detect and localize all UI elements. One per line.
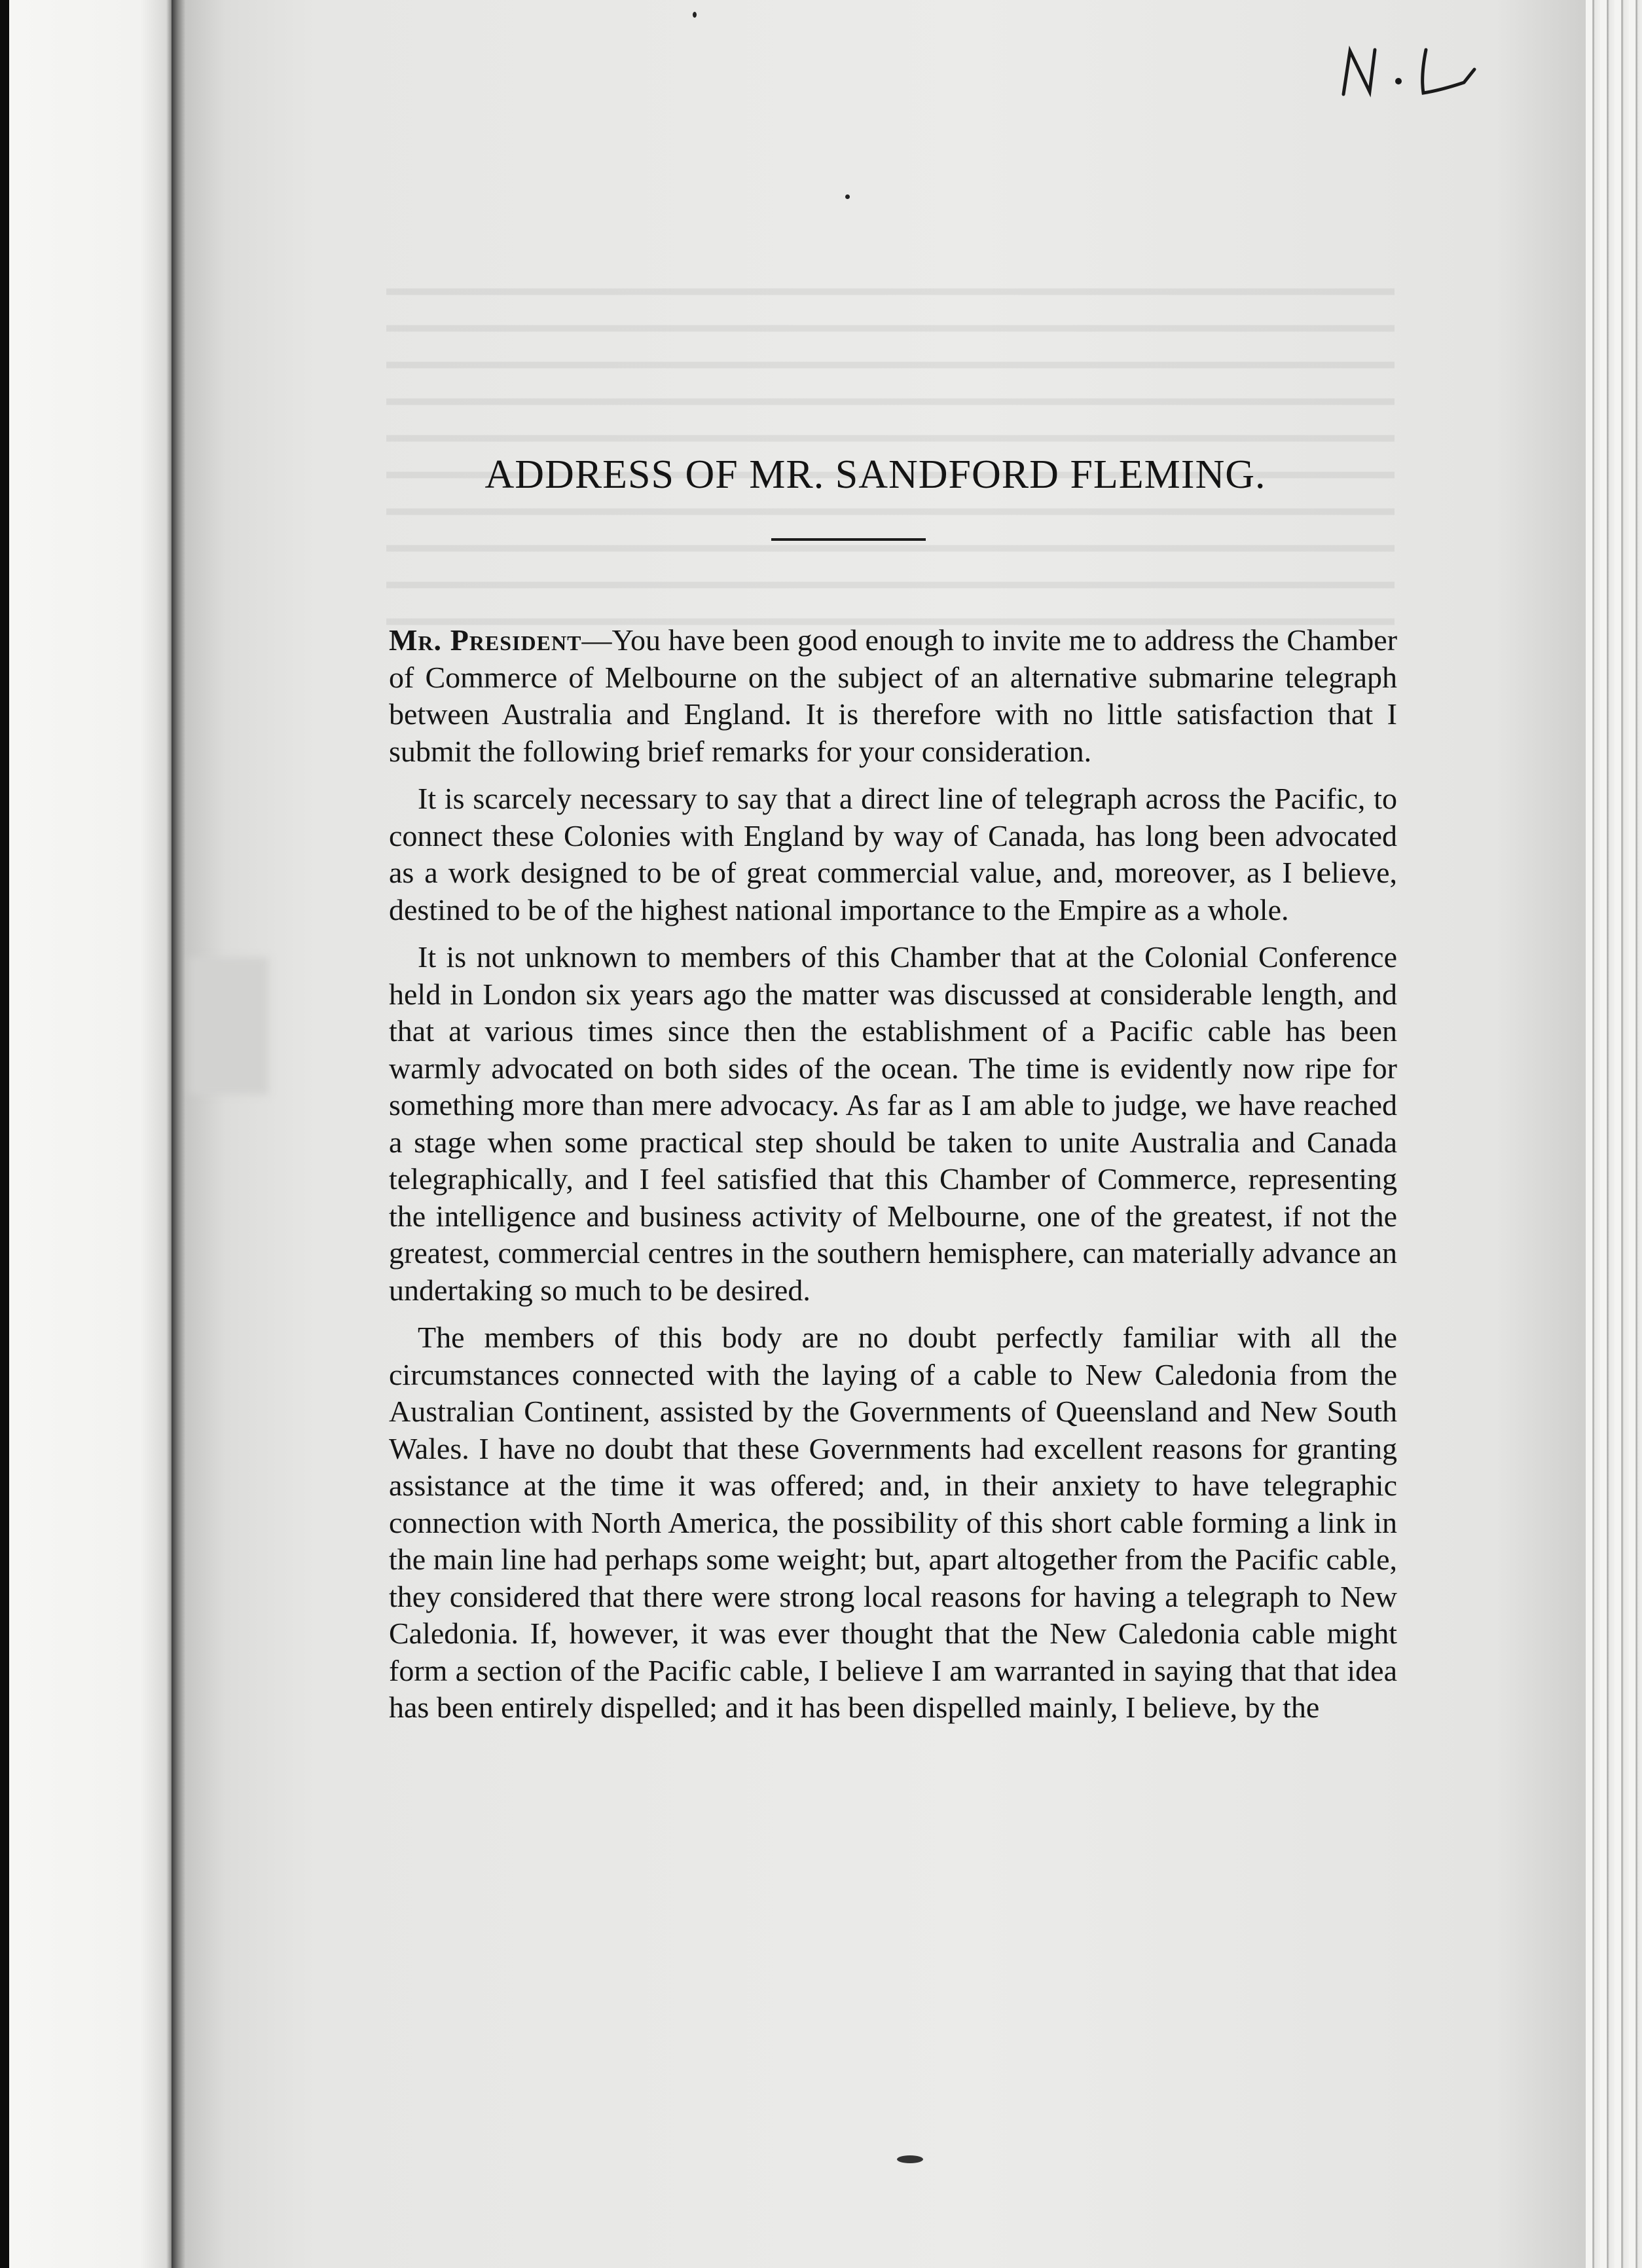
paragraph-text: —You have been good enough to invite me to address the Chamber of Commerce of Melbourne on the subject of an alternative submarine telegraph between Australia and England. It is therefore with no little satisfaction that I submit the following brief remarks for your consideration. — [389, 623, 1398, 768]
paragraph — [389, 622, 1397, 770]
paragraph: It is scarcely necessary to say that a direct line of telegraph across the Pacific, to connect these Colonies with England by way of Canada, has long been advocated as a work designed to be of great commercial value, and, moreover, as I believe, destined to be of the highest national importance to the Empire as a whole. — [389, 782, 1397, 926]
salutation: Mr. President — [389, 623, 582, 657]
facing-blank-page — [9, 0, 173, 2268]
page-stack-edge — [1586, 0, 1642, 2268]
paragraph: It is not unknown to members of this Chamber that at the Colonial Conference held in London six years ago the matter was discussed at considerable length, and that at various times since then the establishment of a Pacific cable has been warmly advocated on both sides of the ocean. The time is evidently now ripe for something more than mere advocacy. As far as I am able to judge, we have reached a stage when some practical step should be taken to unite Australia and Canada telegraphically, and I feel satisfied that this Chamber of Commerce, representing the intelligence and business activity of Melbourne, one of the greatest, if not the greatest, commercial centres in the southern hemisphere, can materially advance an undertaking so much to be desired. — [389, 940, 1397, 1307]
body-text — [389, 622, 1397, 1737]
paragraph: The members of this body are no doubt perfectly familiar with all the circumstances connected with the laying of a cable to New Caledonia from the Australian Continent, assisted by the Governments of Queensland and New South Wales. I have no doubt that these Governments had excellent reasons for granting assistance at the time it was offered; and, in their anxiety to have telegraphic connection with North America, the possibility of this short cable forming a link in the main line had perhaps some weight; but, apart altogether from the Pacific cable, they considered that there were strong local reasons for having a telegraph to New Caledonia. If, however, it was ever thought that the New Caledonia cable might form a section of the Pacific cable, I believe I am warranted in saying that that idea has been entirely dispelled; and it has been dispelled mainly, I believe, by the — [389, 1321, 1397, 1724]
book-gutter — [172, 0, 186, 2268]
ink-speck — [845, 194, 850, 199]
handwritten-note — [1336, 43, 1486, 102]
paper-stain — [190, 957, 268, 1095]
scan-left-border — [0, 0, 9, 2268]
page-title: ADDRESS OF MR. SANDFORD FLEMING. — [484, 452, 1266, 497]
ink-blot — [897, 2155, 923, 2163]
title-divider — [771, 538, 926, 541]
ink-speck — [693, 12, 697, 18]
